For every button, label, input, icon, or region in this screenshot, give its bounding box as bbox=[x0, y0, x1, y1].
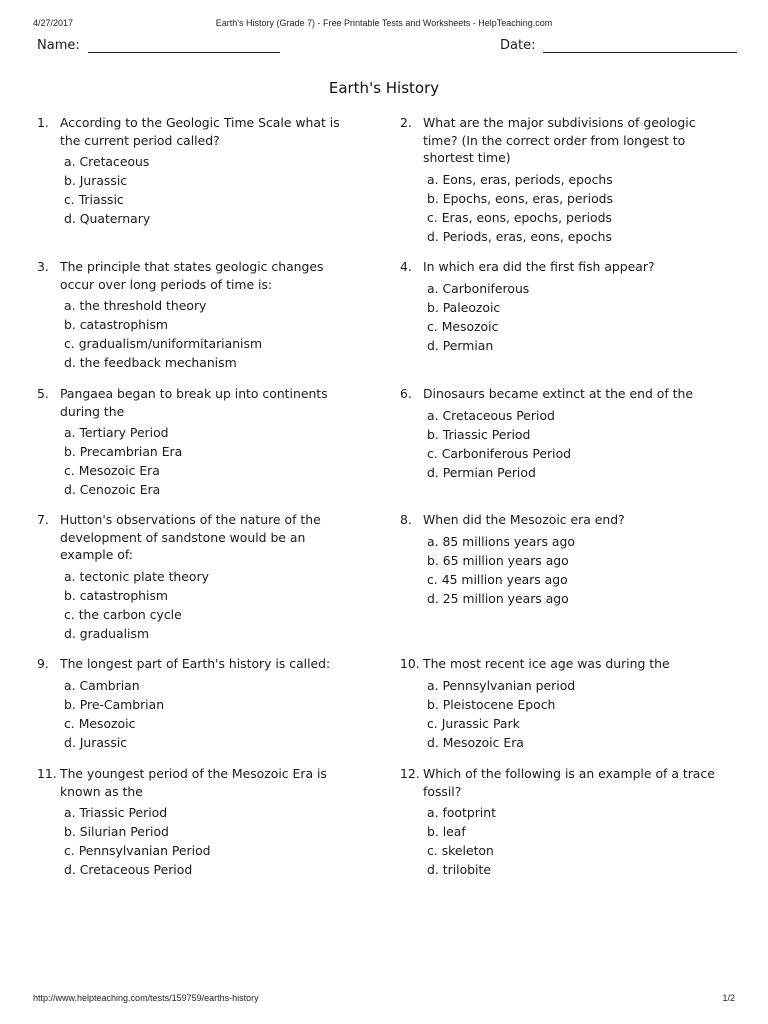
choice-c: c. Mesozoic bbox=[64, 715, 136, 731]
question-number: 3. bbox=[37, 259, 49, 274]
choice-a: a. the threshold theory bbox=[64, 298, 207, 313]
choice-a: a. Tertiary Period bbox=[64, 425, 169, 440]
choice-a: a. Carboniferous bbox=[427, 280, 530, 296]
choice-d: d. gradualism bbox=[64, 625, 150, 641]
choice-b: b. Triassic Period bbox=[427, 426, 531, 442]
name-field bbox=[37, 38, 280, 53]
question-10 bbox=[400, 655, 720, 752]
page-title: Earth's History bbox=[328, 79, 440, 97]
choice-list bbox=[64, 152, 357, 228]
choice-b: b. leaf bbox=[427, 824, 466, 839]
source-url[interactable]: http://www.helpteaching.com/tests/159759/earths-history bbox=[33, 993, 259, 1003]
question-text: The longest part of Earth's history is called: bbox=[60, 656, 331, 671]
choice-a: a. Cretaceous bbox=[64, 154, 150, 169]
print-title: Earth's History (Grade 7) - Free Printable Tests and Worksheets - HelpTeaching.com bbox=[215, 18, 553, 28]
question-9 bbox=[37, 655, 357, 752]
choice-c: c. Eras, eons, epochs, periods bbox=[427, 209, 612, 225]
choice-a: a. Cretaceous Period bbox=[427, 407, 555, 423]
question-11 bbox=[37, 765, 357, 879]
choice-d: d. Quaternary bbox=[64, 211, 151, 226]
name-label: Name: bbox=[37, 38, 80, 53]
question-1 bbox=[37, 114, 357, 228]
choice-c: c. Carboniferous Period bbox=[427, 445, 572, 461]
choice-list bbox=[64, 803, 357, 879]
question-text: In which era did the first fish appear? bbox=[423, 259, 655, 274]
choice-b: b. 65 million years ago bbox=[427, 552, 569, 568]
question-number: 10. bbox=[400, 656, 420, 671]
choice-d: d. Periods, eras, eons, epochs bbox=[427, 228, 612, 244]
choice-a: a. footprint bbox=[427, 805, 496, 820]
question-number: 9. bbox=[37, 656, 49, 671]
choice-a: a. tectonic plate theory bbox=[64, 568, 209, 584]
choice-c: c. the carbon cycle bbox=[64, 606, 182, 622]
question-number: 8. bbox=[400, 512, 412, 527]
choice-d: d. Permian Period bbox=[427, 464, 536, 480]
choice-d: d. Cretaceous Period bbox=[64, 862, 193, 877]
choice-b: b. catastrophism bbox=[64, 587, 169, 603]
choice-d: d. 25 million years ago bbox=[427, 590, 569, 606]
question-text: The principle that states geologic changes occur over long periods of time is: bbox=[60, 259, 324, 292]
choice-b: b. Precambrian Era bbox=[64, 444, 183, 459]
question-3 bbox=[37, 258, 357, 372]
question-number: 5. bbox=[37, 386, 49, 401]
student-fields bbox=[37, 38, 732, 56]
question-number: 6. bbox=[400, 386, 412, 401]
choice-list bbox=[64, 676, 357, 752]
choice-b: b. Pleistocene Epoch bbox=[427, 696, 556, 712]
question-number: 1. bbox=[37, 115, 49, 130]
date-blank-line bbox=[543, 40, 737, 53]
choice-c: c. 45 million years ago bbox=[427, 571, 568, 587]
name-blank-line bbox=[88, 40, 280, 53]
choice-d: d. the feedback mechanism bbox=[64, 355, 237, 370]
choice-list bbox=[64, 423, 357, 499]
choice-b: b. Silurian Period bbox=[64, 824, 169, 839]
choice-list bbox=[64, 296, 357, 372]
question-text: When did the Mesozoic era end? bbox=[423, 512, 625, 527]
question-number: 7. bbox=[37, 512, 49, 527]
question-2 bbox=[400, 114, 720, 246]
question-text: Hutton's observations of the nature of the development of sandstone would be an example of: bbox=[60, 512, 321, 562]
question-text: The most recent ice age was during the bbox=[423, 656, 670, 671]
choice-a: a. Pennsylvanian period bbox=[427, 677, 576, 693]
question-text: Which of the following is an example of a trace fossil? bbox=[423, 766, 715, 799]
choice-d: d. Cenozoic Era bbox=[64, 482, 161, 497]
choice-list bbox=[427, 406, 720, 482]
question-12 bbox=[400, 765, 720, 879]
question-number: 2. bbox=[400, 115, 412, 130]
question-4 bbox=[400, 258, 720, 355]
choice-b: b. catastrophism bbox=[64, 317, 169, 332]
choice-a: a. Triassic Period bbox=[64, 805, 168, 820]
choice-d: d. Jurassic bbox=[64, 734, 128, 750]
choice-c: c. Mesozoic bbox=[427, 318, 499, 334]
question-7 bbox=[37, 511, 357, 643]
print-footer bbox=[33, 993, 735, 1007]
question-number: 11. bbox=[37, 766, 57, 781]
date-field bbox=[500, 38, 737, 53]
choice-c: c. Pennsylvanian Period bbox=[64, 843, 211, 858]
choice-d: d. trilobite bbox=[427, 862, 491, 877]
choice-c: c. Jurassic Park bbox=[427, 715, 520, 731]
choice-list bbox=[427, 532, 720, 608]
choice-c: c. Triassic bbox=[64, 192, 124, 207]
choice-c: c. gradualism/uniformitarianism bbox=[64, 336, 263, 351]
choice-list bbox=[427, 803, 720, 879]
choice-b: b. Paleozoic bbox=[427, 299, 501, 315]
choice-b: b. Pre-Cambrian bbox=[64, 696, 165, 712]
question-5 bbox=[37, 385, 357, 499]
choice-c: c. skeleton bbox=[427, 843, 494, 858]
print-header bbox=[33, 18, 735, 32]
choice-list bbox=[427, 676, 720, 752]
question-text: Dinosaurs became extinct at the end of the bbox=[423, 386, 693, 401]
choice-d: d. Permian bbox=[427, 337, 494, 353]
question-number: 4. bbox=[400, 259, 412, 274]
question-text: What are the major subdivisions of geologic time? (In the correct order from longest to shortest time) bbox=[423, 115, 696, 165]
question-8 bbox=[400, 511, 720, 608]
choice-a: a. 85 millions years ago bbox=[427, 533, 575, 549]
choice-b: b. Epochs, eons, eras, periods bbox=[427, 190, 613, 206]
choice-a: a. Cambrian bbox=[64, 677, 140, 693]
choice-list bbox=[64, 567, 357, 643]
choice-d: d. Mesozoic Era bbox=[427, 734, 524, 750]
choice-list bbox=[427, 279, 720, 355]
choice-b: b. Jurassic bbox=[64, 173, 128, 188]
question-number: 12. bbox=[400, 766, 420, 781]
print-date: 4/27/2017 bbox=[33, 18, 74, 28]
question-text: The youngest period of the Mesozoic Era is known as the bbox=[60, 766, 327, 799]
question-text: Pangaea began to break up into continents during the bbox=[60, 386, 328, 419]
choice-list bbox=[427, 170, 720, 246]
page-number: 1/2 bbox=[722, 993, 735, 1003]
question-6 bbox=[400, 385, 720, 482]
choice-c: c. Mesozoic Era bbox=[64, 463, 160, 478]
choice-a: a. Eons, eras, periods, epochs bbox=[427, 171, 613, 187]
question-text: According to the Geologic Time Scale what is the current period called? bbox=[60, 115, 340, 148]
date-label: Date: bbox=[500, 38, 536, 53]
